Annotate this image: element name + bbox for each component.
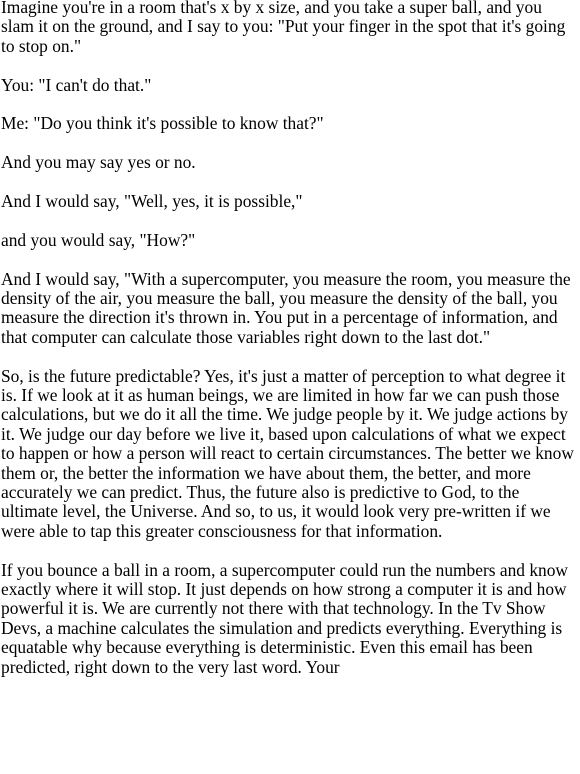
paragraph-it-is-possible: And I would say, "Well, yes, it is possible," <box>1 191 303 211</box>
paragraph-how: and you would say, "How?" <box>1 229 196 250</box>
paragraph-yes-or-no: And you may say yes or no. <box>1 152 196 173</box>
paragraph-future-predictable: So, is the future predictable? Yes, it's just a matter of perception to what degree it is. If we look at it as human beings, we are limited in how far we can push those calculations, but we do it all the time. We judge people by it. We judge actions by it. We judge our day before we live it, based upon calculations of what we expect to happen or how a person will react to certain circumstances. The better we know them or, the better the information we have about them, the better, and more accurately we can predict. Thus, the future also is predictive to God, to the ultimate level, the Universe. And so, to us, it would look very pre-written if we were able to tap this greater consciousness for that information. <box>1 365 574 541</box>
paragraph-supercomputer: And I would say, "With a supercomputer, you measure the room, you measure the density of the air, you measure the ball, you measure the density of the ball, you measure the direction it's thrown in. You put in a percentage of information, and that computer can calculate those variables right down to the last dot." <box>1 268 571 347</box>
document-body <box>1 0 579 696</box>
paragraph-me-question: Me: "Do you think it's possible to know that?" <box>1 113 324 134</box>
paragraph-bounce-ball: If you bounce a ball in a room, a supercomputer could run the numbers and know exactly where it will stop. It just depends on how strong a computer it is and how powerful it is. We are currently not there with that technology. In the Tv Show Devs, a machine calculates the simulation and predicts everything. Everything is equatable why because everything is deterministic. Even this email has been predicted, right down to the very last word. Your <box>1 559 568 677</box>
paragraph-super-ball-setup: Imagine you're in a room that's x by x size, and you take a super ball, and you slam it on the ground, and I say to you: "Put your finger in the spot that it's going to stop on." <box>1 0 566 56</box>
paragraph-you-reply: You: "I can't do that." <box>1 74 152 95</box>
